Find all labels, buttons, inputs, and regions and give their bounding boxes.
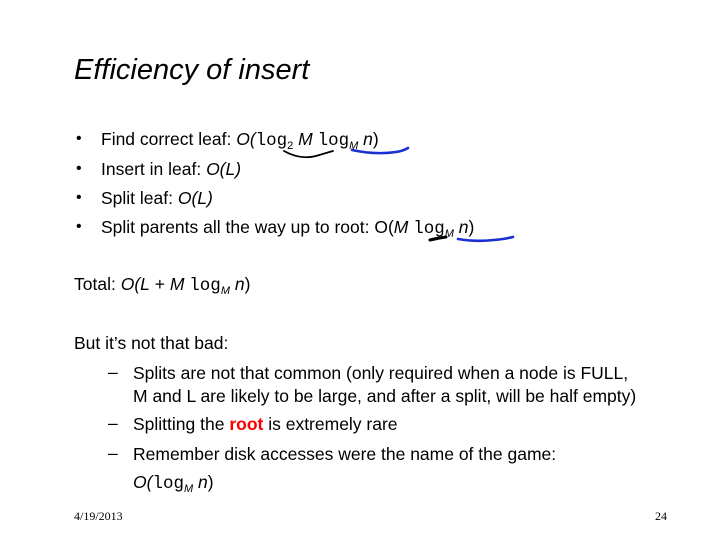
footer-date: 4/19/2013 (74, 509, 123, 523)
subpoint-splitting-root: Splitting the root is extremely rare (133, 414, 398, 434)
slide-title: Efficiency of insert (74, 54, 310, 86)
dash-marker: – (108, 413, 118, 433)
bullet-find-correct-leaf: Find correct leaf: $O(\log_2$ M $\log_M n$) (101, 129, 379, 152)
bullet-marker: • (76, 130, 82, 147)
dash-marker: – (108, 443, 118, 463)
but-heading: But it’s not that bad: (74, 333, 229, 353)
subpoint-disk-formula: $O(\log_M$ n) (133, 472, 214, 495)
bullet-insert-in-leaf: Insert in leaf: O(L) (101, 159, 242, 179)
bullet-marker: • (76, 189, 82, 206)
root-highlight: root (229, 414, 264, 434)
bullet-marker: • (76, 218, 82, 235)
bullet-split-parents: Split parents all the way up to root: O(M $\log_M n$) (101, 217, 475, 240)
footer-page-number: 24 (655, 509, 667, 523)
bullet-split-leaf: Split leaf: O(L) (101, 188, 213, 208)
total-line: Total: O(L + M $\log_M n$) (74, 274, 251, 297)
dash-marker: – (108, 362, 118, 382)
subpoint-splits-line2: M and L are likely to be large, and after a split, will be half empty) (133, 386, 637, 406)
subpoint-disk-accesses: Remember disk accesses were the name of the game: (133, 444, 557, 464)
subpoint-splits-line1: Splits are not that common (only required when a node is FULL, (133, 363, 629, 383)
bullet-marker: • (76, 160, 82, 177)
